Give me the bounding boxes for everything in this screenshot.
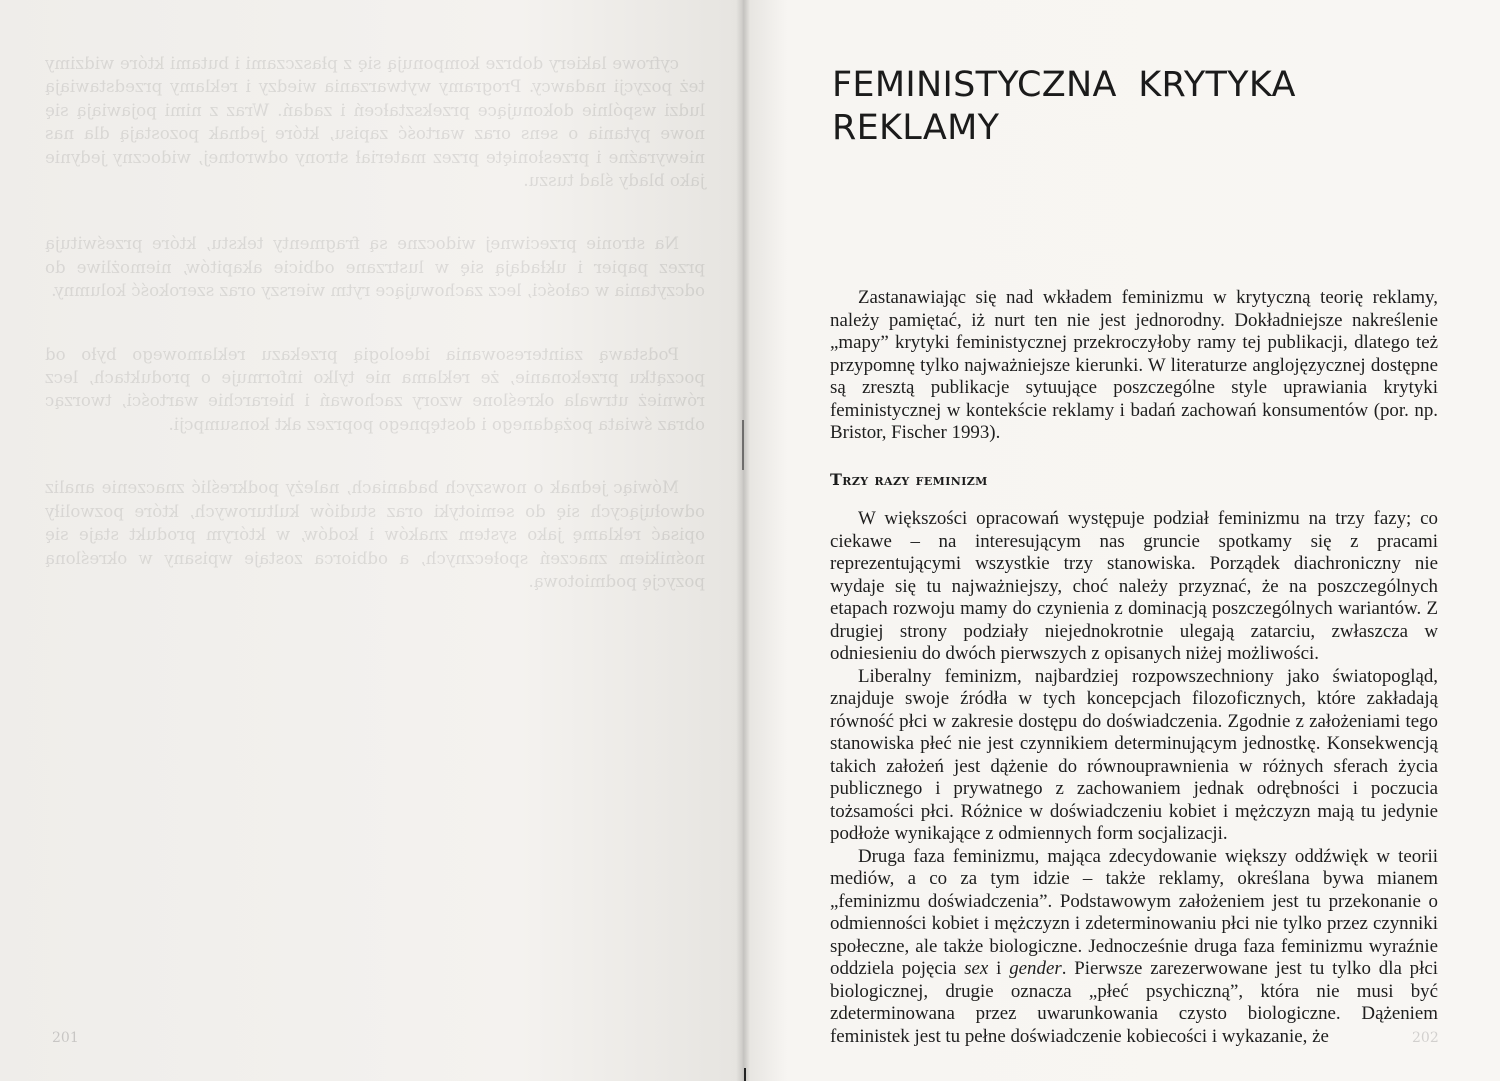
term-gender: gender xyxy=(1009,958,1062,979)
show-through-text xyxy=(45,52,705,593)
left-page-number: 201 xyxy=(52,1030,79,1046)
section-body xyxy=(830,508,1438,1048)
section-heading: Trzy razy feminizm xyxy=(830,470,988,489)
gutter-mark xyxy=(742,420,744,470)
chapter-title: FEMINISTYCZNA KRYTYKA REKLAMY xyxy=(832,65,1296,148)
conjunction: i xyxy=(988,958,1010,979)
left-page xyxy=(0,0,742,1081)
ghost-paragraph: cyfrowe lakiery dobrze komponują się z płaszczami i butami które widzimy też pozycji nadawcy. Programy wytwarzania wiedzy i reklamy przedstawiają ludzi wspólnie dokonujące przekształceń i zadań. Wraz z nimi pojawiają się nowe pytania o sens oraz wartość zapisu, które jednak pozostają dla nas niewyraźne i przesłonięte przez materiał strony odwrotnej, widoczny jedynie jako blady ślad tuszu. xyxy=(45,54,705,191)
body-paragraph xyxy=(830,846,1438,1049)
intro-paragraph: Zastanawiając się nad wkładem feminizmu w krytyczną teorię reklamy, należy pamiętać, iż nurt ten nie jest jednorodny. Dokładniejsze nakreślenie „mapy” krytyki feministycznej przekroczyłoby ramy tej publikacji, dlatego też przypomnę tylko najważniejsze kierunki. W literaturze anglojęzycznej dostępne są zresztą publikacje sytuujące poszczególne style uprawiania krytyki feministycznej w kontekście reklamy i badań zachowań konsumentów (por. np. Bristor, Fischer 1993). xyxy=(830,287,1438,443)
ghost-paragraph: Mówiąc jednak o nowszych badaniach, należy podkreślić znaczenie analiz odwołujących się do semiotyki oraz studiów kulturowych, które pozwoliły opisać reklamę jako system znaków i kodów, w którym produkt staje się nośnikiem znaczeń społecznych, a odbiorca zostaje wpisany w określoną pozycję podmiotową. xyxy=(45,478,705,591)
intro-text xyxy=(830,287,1438,445)
ghost-paragraph: Na stronie przeciwnej widoczne są fragmenty tekstu, które prześwitują przez papier i układają się w lustrzane odbicie akapitów, niemożliwe do odczytania w całości, lecz zachowujące rytm wierszy oraz szerokość kolumny. xyxy=(45,234,705,301)
right-page-number: 202 xyxy=(1412,1030,1439,1046)
scan-edge-mark xyxy=(744,1068,746,1081)
body-paragraph: Liberalny feminizm, najbardziej rozpowszechniony jako światopogląd, znajduje swoje źródła w tych koncepcjach filozoficznych, które zakładają równość płci w zakresie dostępu do doświadczenia. Zgodnie z założeniami tego stanowiska płeć nie jest czynnikiem determinującym jednostkę. Konsekwencją takich założeń jest dążenie do równouprawnienia w różnych sferach życia publicznego i prywatnego z zachowaniem jednak odrębności i poczucia tożsamości płci. Różnice w doświadczeniu kobiet i mężczyzn mają tu jedynie podłoże wynikające z odmiennych form socjalizacji. xyxy=(830,665,1438,844)
ghost-paragraph: Podstawą zainteresowania ideologią przekazu reklamowego było od początku przekonanie, że reklama nie tylko informuje o produktach, lecz również utrwala określone wzory zachowań i hierarchie wartości, tworząc obraz świata pożądanego i dostępnego poprzez akt konsumpcji. xyxy=(45,344,705,434)
paragraph-text: . Pierwsze zarezerwowane jest tu tylko dla płci biologicznej, drugie oznacza „płeć psychiczną”, która nie musi być zdeterminowana przez uwarunkowania czysto biologiczne. Dążeniem feministek jest tu pełne doświadczenie kobiecości i wykazanie, że xyxy=(830,958,1438,1047)
paragraph-text: Druga faza feminizmu, mająca zdecydowanie większy oddźwięk w teorii mediów, a co za tym idzie – także reklamy, określana bywa mianem „feminizmu doświadczenia”. Podstawowym założeniem jest tu przekonanie o odmienności kobiet i mężczyzn i zdeterminowaniu płci nie tylko przez czynniki społeczne, ale także biologiczne. Jednocześnie druga faza feminizmu wyraźnie oddziela pojęcia xyxy=(830,845,1438,979)
right-page xyxy=(742,0,1500,1081)
body-paragraph: W większości opracowań występuje podział feminizmu na trzy fazy; co ciekawe – na interesującym nas gruncie spotkamy się z pracami reprezentującymi wszystkie trzy stanowiska. Porządek diachroniczny nie wydaje się tu najważniejszy, choć należy przyznać, że na poszczególnych etapach rozwoju mamy do czynienia z dominacją poszczególnych wariantów. Z drugiej strony podziały niejednokrotnie ulegają zatarciu, zwłaszcza w odniesieniu do dwóch pierwszych z opisanych niżej możliwości. xyxy=(830,508,1438,664)
term-sex: sex xyxy=(964,958,989,979)
